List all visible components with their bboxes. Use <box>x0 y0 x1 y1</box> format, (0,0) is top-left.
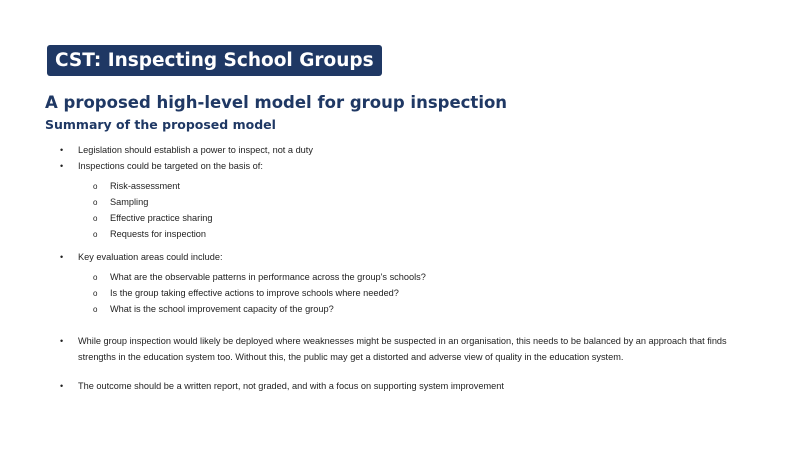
sub-bullet-marker: o <box>93 214 98 223</box>
page-title: A proposed high-level model for group inspection <box>45 93 508 112</box>
sub-list-item: What are the observable patterns in performance across the group's schools? <box>110 272 426 282</box>
list-item: While group inspection would likely be deployed where weaknesses might be suspected in an organisation, this needs to be balanced by an approach that finds strengths in the education system too. Without this, the public may get a distorted and adverse view of quality in the education system. <box>78 336 727 362</box>
sub-list-item: Is the group taking effective actions to improve schools where needed? <box>110 288 399 298</box>
bullet-marker: • <box>60 336 64 346</box>
section-subtitle: Summary of the proposed model <box>45 117 276 132</box>
sub-bullet-marker: o <box>93 305 98 314</box>
list-item: Key evaluation areas could include: <box>78 252 223 262</box>
slide-title-badge: CST: Inspecting School Groups <box>47 45 382 76</box>
sub-list-item: Effective practice sharing <box>110 213 213 223</box>
sub-bullet-marker: o <box>93 273 98 282</box>
list-item: Inspections could be targeted on the basis of: <box>78 161 263 171</box>
sub-bullet-marker: o <box>93 198 98 207</box>
bullet-marker: • <box>60 252 64 262</box>
sub-list-item: Sampling <box>110 197 149 207</box>
bullet-marker: • <box>60 145 64 155</box>
list-item: The outcome should be a written report, not graded, and with a focus on supporting system improvement <box>78 381 504 391</box>
bullet-marker: • <box>60 161 64 171</box>
sub-list-item: What is the school improvement capacity of the group? <box>110 304 334 314</box>
bullet-marker: • <box>60 381 64 391</box>
sub-list-item: Requests for inspection <box>110 229 207 239</box>
sub-list-item: Risk-assessment <box>110 181 180 191</box>
sub-bullet-marker: o <box>93 289 98 298</box>
sub-bullet-marker: o <box>93 182 98 191</box>
list-item: Legislation should establish a power to inspect, not a duty <box>78 145 313 155</box>
sub-bullet-marker: o <box>93 230 98 239</box>
